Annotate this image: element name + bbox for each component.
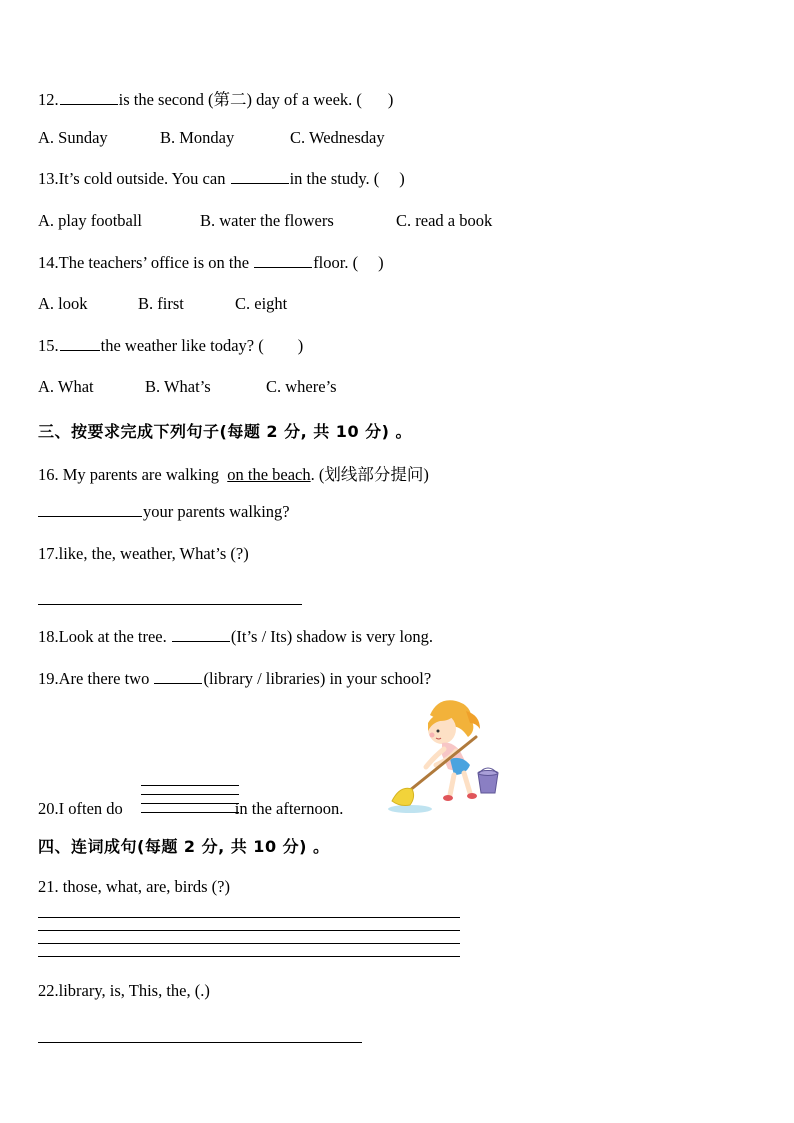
- option-b[interactable]: B. first: [138, 294, 184, 313]
- question-18: [38, 627, 433, 647]
- question-text-after: in the afternoon.: [234, 799, 344, 818]
- option-c[interactable]: C. where’s: [266, 377, 337, 396]
- answer-blank[interactable]: [172, 627, 230, 642]
- question-16: [38, 461, 429, 485]
- writing-grid[interactable]: [141, 785, 239, 813]
- question-22: [38, 981, 210, 1001]
- question-15: [38, 336, 303, 356]
- question-number: 19.: [38, 669, 59, 688]
- writing-lines[interactable]: [38, 917, 460, 959]
- question-12: [38, 86, 393, 110]
- option-a[interactable]: A. Sunday: [38, 128, 108, 147]
- answer-blank[interactable]: [231, 169, 289, 184]
- bracket-close: ): [399, 169, 405, 188]
- question-text: Look at the tree.: [58, 627, 167, 646]
- bracket-close: ): [297, 336, 304, 355]
- question-number: 21.: [38, 877, 59, 896]
- question-13: [38, 169, 405, 189]
- option-c[interactable]: C. Wednesday: [290, 128, 385, 147]
- question-text-after: in the study. (: [289, 169, 380, 188]
- question-number: 22.: [38, 981, 59, 1000]
- answer-line-text: your parents walking?: [143, 502, 290, 521]
- bracket-close: ): [387, 90, 394, 109]
- question-text: I often do: [58, 799, 123, 818]
- option-b[interactable]: B. What’s: [145, 377, 211, 396]
- section-3-heading: 三、按要求完成下列句子(每题 2 分, 共 10 分) 。: [38, 422, 413, 441]
- question-16-answer: [38, 502, 290, 522]
- option-a[interactable]: A. look: [38, 294, 88, 313]
- question-14-options: [38, 294, 287, 314]
- question-17: [38, 544, 249, 564]
- question-number: 16.: [38, 465, 59, 484]
- question-text-after: (It’s / Its) shadow is very long.: [230, 627, 433, 646]
- question-instruction: . (划线部分提问): [310, 465, 429, 484]
- question-text-after: (library / libraries) in your school?: [203, 669, 432, 688]
- question-12-options: [38, 128, 385, 148]
- question-number: 20.: [38, 799, 59, 818]
- answer-blank[interactable]: [154, 669, 202, 684]
- question-text: It’s cold outside. You can: [58, 169, 226, 188]
- question-13-options: [38, 211, 492, 231]
- question-21: [38, 877, 230, 897]
- question-number: 14.: [38, 253, 59, 272]
- option-a[interactable]: A. What: [38, 377, 94, 396]
- answer-blank[interactable]: [254, 253, 312, 268]
- question-text: The teachers’ office is on the: [58, 253, 250, 272]
- option-b[interactable]: B. water the flowers: [200, 211, 334, 230]
- section-4-heading: 四、连词成句(每题 2 分, 共 10 分) 。: [38, 837, 330, 856]
- underlined-phrase: on the beach: [227, 465, 311, 484]
- question-text-after: floor. (: [313, 253, 359, 272]
- question-number: 17.: [38, 544, 59, 563]
- question-number: 15.: [38, 336, 59, 355]
- question-text: like, the, weather, What’s (?): [58, 544, 249, 563]
- answer-line[interactable]: [38, 604, 302, 605]
- option-c[interactable]: C. eight: [235, 294, 288, 313]
- question-text: those, what, are, birds (?): [58, 877, 230, 896]
- question-number: 12.: [38, 90, 59, 109]
- question-text: Are there two: [58, 669, 150, 688]
- answer-blank[interactable]: [38, 502, 142, 517]
- question-text: is the second (第二) day of a week. (: [118, 90, 362, 109]
- option-c[interactable]: C. read a book: [396, 211, 493, 230]
- question-19: [38, 669, 431, 689]
- question-text: My parents are walking: [62, 465, 219, 484]
- girl-mopping-illustration: [380, 697, 506, 817]
- question-14: [38, 253, 384, 273]
- bracket-close: ): [378, 253, 384, 272]
- answer-blank[interactable]: [60, 90, 118, 105]
- question-text: the weather like today? (: [100, 336, 264, 355]
- answer-line[interactable]: [38, 1042, 362, 1043]
- option-b[interactable]: B. Monday: [160, 128, 235, 147]
- question-15-options: [38, 377, 337, 397]
- option-a[interactable]: A. play football: [38, 211, 143, 230]
- answer-blank[interactable]: [60, 336, 100, 351]
- question-text: library, is, This, the, (.): [58, 981, 210, 1000]
- question-number: 13.: [38, 169, 59, 188]
- question-number: 18.: [38, 627, 59, 646]
